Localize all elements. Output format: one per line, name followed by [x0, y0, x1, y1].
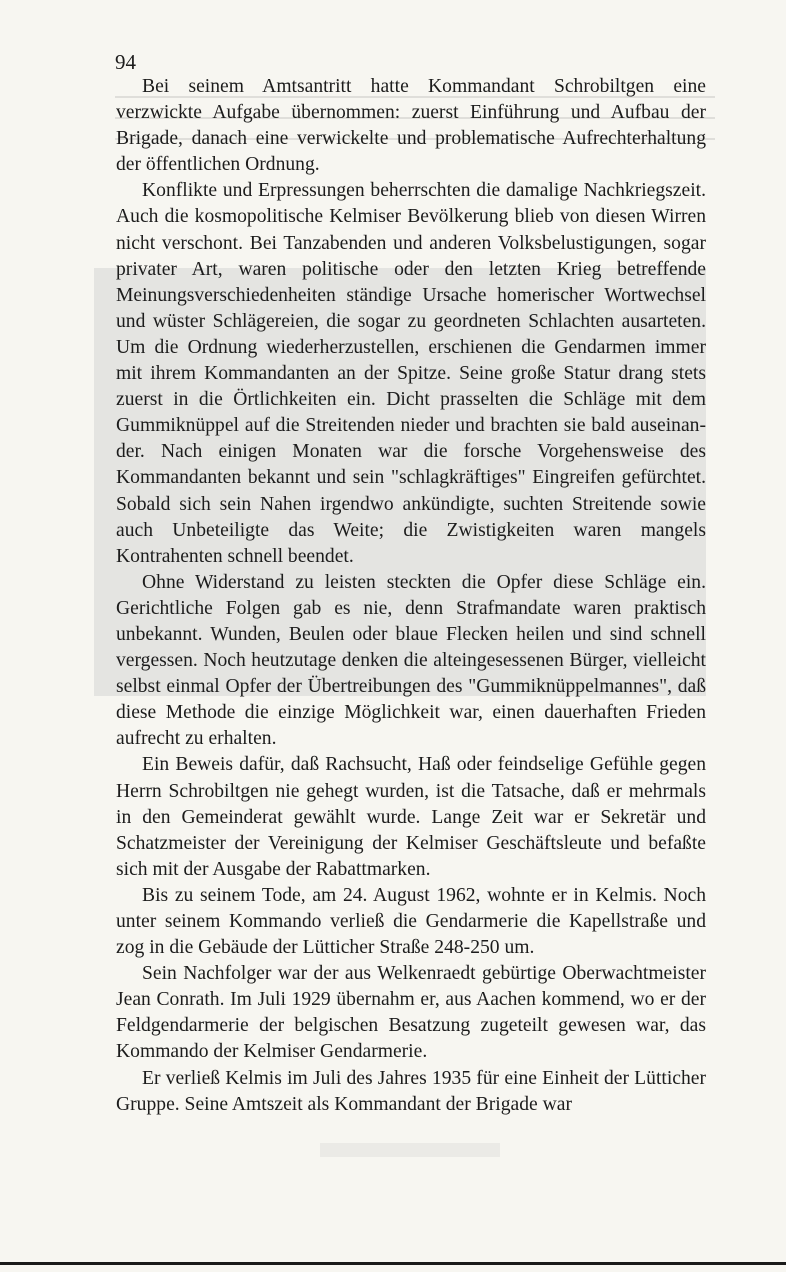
paragraph: Sein Nachfolger war der aus Welkenraedt gebürtige Oberwachtmeister Jean Conrath. Im Juli 1929 übernahm er, aus Aachen kommend, wo er der Feldgendarmerie der belgischen Besatzung zugeteilt gewesen war, das Kommando der Kelmiser Gendarmerie.	[116, 963, 706, 1063]
paragraph: Bei seinem Amtsantritt hatte Kommandant Schrobiltgen eine verzwickte Aufgabe übernommen: zuerst Einführung und Aufbau der Brigade, danach eine verwickelte und problematische Aufrechterhaltung der öffentlichen Ordnung.	[116, 76, 706, 176]
paragraph: Ohne Widerstand zu leisten steckten die Opfer diese Schläge ein. Gerichtliche Folgen gab es nie, denn Strafmandate waren praktisch unbekannt. Wunden, Beulen oder blaue Flecken heilen und sind schnell vergessen. Noch heutzutage denken die alteingesessenen Bürger, vielleicht selbst einmal Opfer der Übertreibungen des "Gummiknüppelmannes", daß diese Methode die einzige Möglichkeit war, einen dauerhaften Frieden aufrecht zu erhalten.	[116, 571, 706, 750]
paragraph: Konflikte und Erpressungen beherrschten die damalige Nachkriegszeit. Auch die kosmopolitische Kelmiser Bevölkerung blieb von diesen Wirren nicht verschont. Bei Tanzabenden und anderen Volksbelustigungen, sogar privater Art, waren politische oder den letzten Krieg betreffende Meinungsverschiedenheiten ständige Ursache homerischer Wortwechsel und wüster Schlägereien, die sogar zu geordneten Schlachten ausarteten. Um die Ordnung wiederherzustellen, erschienen die Gendarmen immer mit ihrem Kommandanten an der Spitze. Seine große Statur drang stets zuerst in die Örtlichkeiten ein. Dicht prasselten die Schläge mit dem Gummiknüppel auf die Streitenden nieder und brachten sie bald auseinander. Nach einigen Monaten war die forsche Vorgehensweise des Kommandanten bekannt und sein "schlagkräftiges" Eingreifen gefürchtet. Sobald sich sein Nahen irgendwo ankündigte, suchten Streitende sowie auch Unbeteiligte das Weite; die Zwistigkeiten waren mangels Kontrahenten schnell beendet.	[116, 180, 706, 567]
scan-edge-line	[0, 1262, 786, 1265]
paragraph: Ein Beweis dafür, daß Rachsucht, Haß oder feindselige Gefühle gegen Herrn Schrobiltgen nie gehegt wurden, ist die Tatsache, daß er mehrmals in den Gemeinderat gewählt wurde. Lange Zeit war er Sekretär und Schatzmeister der Vereinigung der Kelmiser Geschäftsleute und befaßte sich mit der Ausgabe der Rabattmarken.	[116, 754, 706, 880]
page-number: 94	[115, 50, 136, 74]
paragraph: Bis zu seinem Tode, am 24. August 1962, wohnte er in Kelmis. Noch unter seinem Kommando verließ die Gendarmerie die Kapellstraße und zog in die Gebäude der Lütticher Straße 248-250 um.	[116, 884, 706, 959]
body-text	[116, 74, 706, 1118]
show-through-shadow-bottom	[320, 1143, 500, 1157]
paragraph: Er verließ Kelmis im Juli des Jahres 1935 für eine Einheit der Lütticher Gruppe. Seine Amtszeit als Kommandant der Brigade war	[116, 1067, 706, 1115]
